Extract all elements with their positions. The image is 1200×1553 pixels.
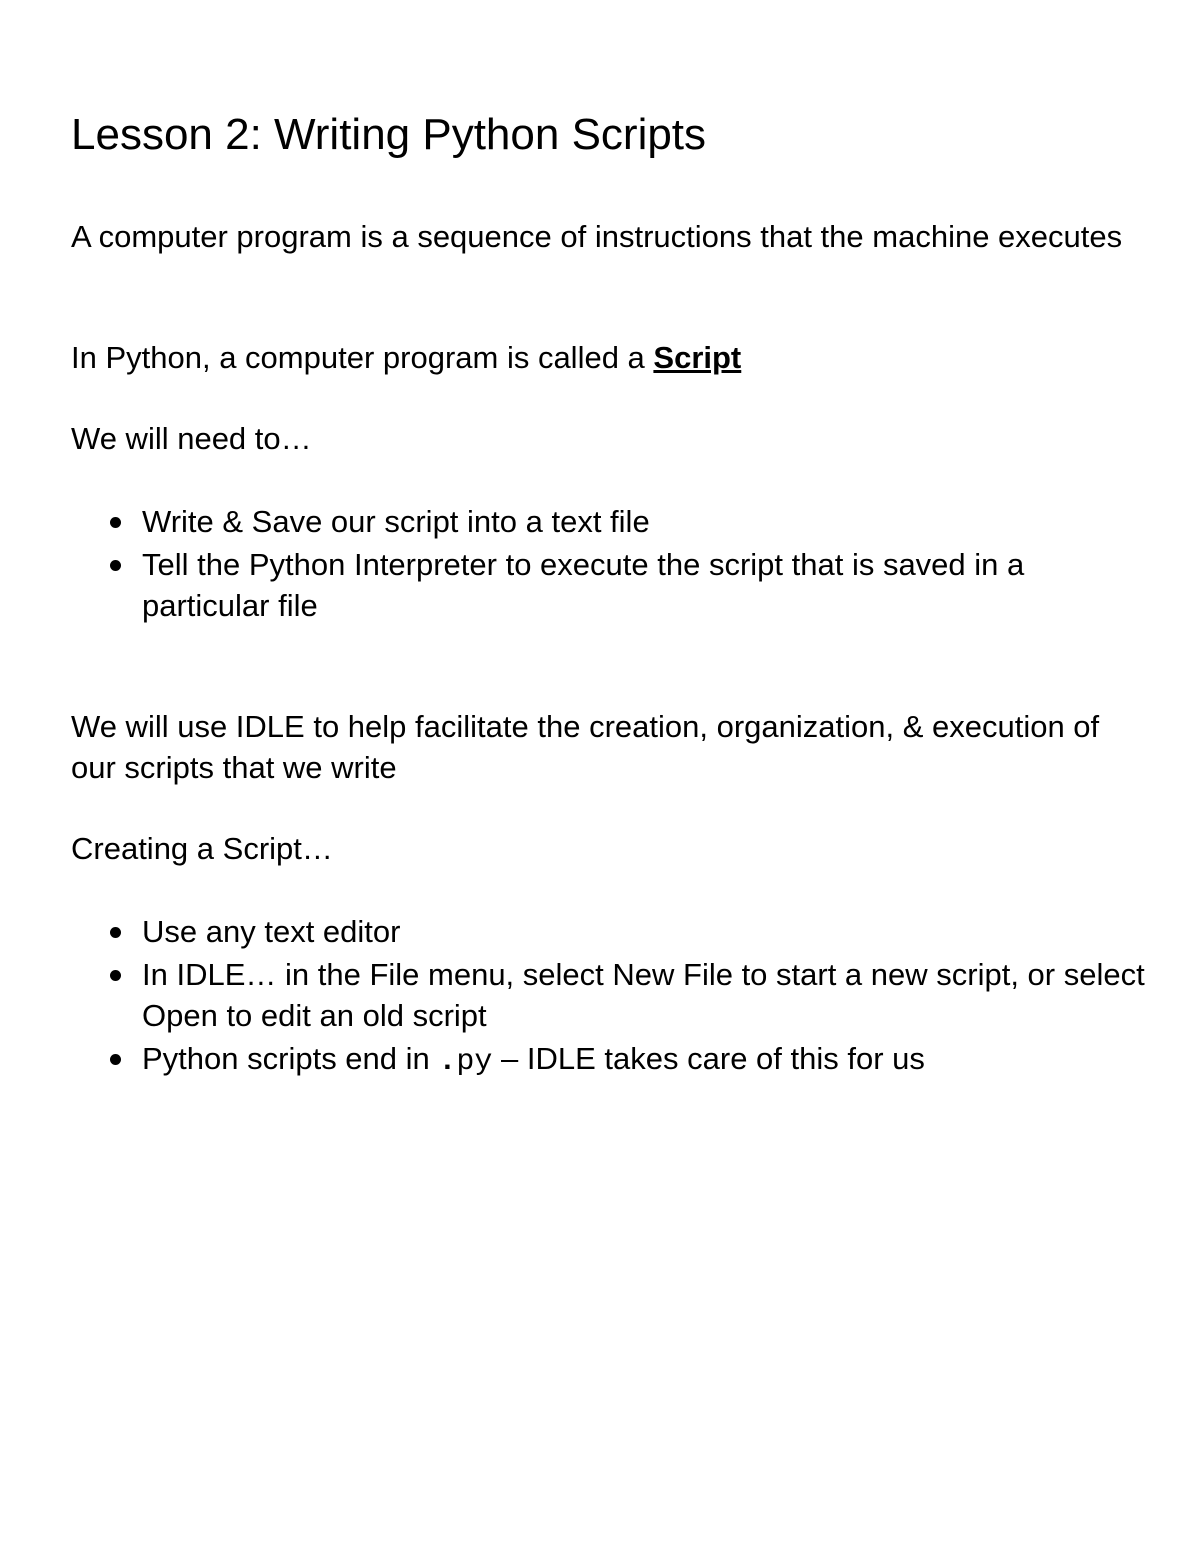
intro-paragraph: A computer program is a sequence of instructions that the machine executes <box>71 219 1123 254</box>
need-list <box>71 501 1151 628</box>
script-definition-text: In Python, a computer program is called a <box>71 340 654 375</box>
list-item: Write & Save our script into a text file <box>71 501 1151 542</box>
extension-note: – IDLE takes care of this for us <box>492 1041 925 1076</box>
code-ext: py <box>456 1045 493 1079</box>
list-item: Use any text editor <box>71 911 1151 952</box>
py-extension-code <box>438 1045 492 1079</box>
creating-heading: Creating a Script… <box>71 831 333 866</box>
code-dot: . <box>438 1045 457 1079</box>
lesson-title: Lesson 2: Writing Python Scripts <box>71 110 707 159</box>
need-heading: We will need to… <box>71 421 312 456</box>
list-item <box>71 1038 1151 1083</box>
script-term: Script <box>653 340 742 375</box>
list-item: Tell the Python Interpreter to execute the script that is saved in a particular file <box>71 544 1151 626</box>
script-definition-paragraph <box>71 337 1151 378</box>
idle-paragraph: We will use IDLE to help facilitate the creation, organization, & execution of our scripts that we write <box>71 709 1100 785</box>
creating-list <box>71 911 1151 1085</box>
extension-text: Python scripts end in <box>142 1041 439 1076</box>
list-item: In IDLE… in the File menu, select New File to start a new script, or select Open to edit an old script <box>71 954 1151 1036</box>
